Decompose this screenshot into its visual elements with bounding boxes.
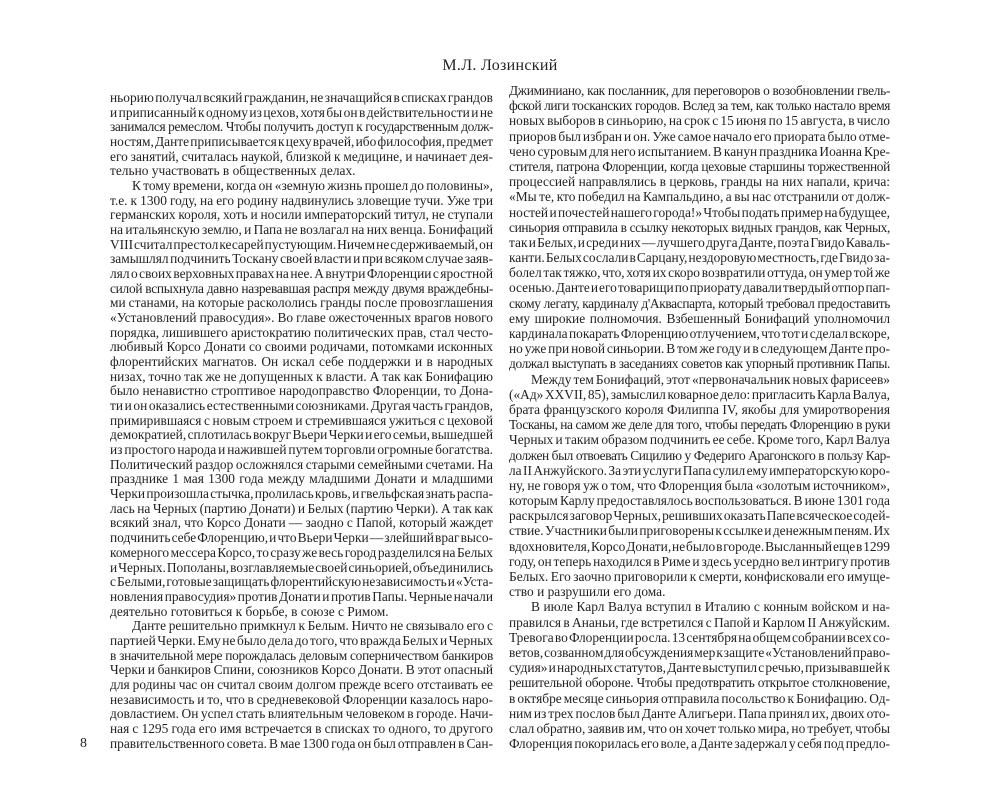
text-line-content: Флоренция покорилась его воле, а Данте задержал у себя под предло- [509,736,890,752]
text-line-content: Черки произошла стычка, пролилась кровь, и гвельфская знать распа- [110,486,493,502]
text-line-content: на итальянскую землю, и Папа не возлагал на них венца. Бонифаций [110,222,493,238]
text-line [110,605,493,620]
text-line-content: ла II Анжуйского. За эти услуги Папа сулил ему императорскую коро- [509,462,890,478]
text-line-content: брата французского короля Филиппа IV, якобы для умиротворения [509,401,890,417]
text-line [110,516,493,531]
text-line [110,458,493,473]
text-line-content: подчинить себе Флоренцию, и что Вьери Черки — злейший враг высо- [110,530,493,546]
text-line [110,120,493,135]
text-line [110,634,493,649]
text-line-content: правился в Ананьи, где встретился с Папой и Карлом II Анжуйским. [509,614,890,630]
text-line [509,417,890,432]
text-line [110,531,493,546]
text-line [509,144,890,159]
text-line-content: вдохновителя, Корсо Донати, не было в городе. Высланный еще в 1299 [509,538,890,554]
text-line [110,135,493,150]
text-line [110,428,493,443]
text-line-content: новления правосудия» против Донати и против Папы. Черные начали [110,588,493,604]
text-line-content: довластием. Он успел стать влиятельным человеком в городе. Начи- [110,706,493,722]
text-line [110,590,493,605]
text-line [509,83,890,98]
text-line-content: слал обратно, заявив им, что он хочет только мира, но требует, чтобы [509,720,890,736]
text-line-content: в значительной мере порождалась деловым соперничеством банкиров [110,647,493,663]
text-line-content: партией Черки. Ему не было дела до того, что вражда Белых и Черных [110,632,493,648]
text-line [110,663,493,678]
text-line [110,252,493,267]
text-line-content: («Ад» XXVII, 85), замыслил коварное дело: пригласить Карла Валуа, [509,386,890,402]
text-line-content: раскрылся заговор Черных, решивших оказать Папе всяческое содей- [509,508,890,524]
text-line [110,693,493,708]
text-line-content: ство и разрушили его дома. [509,584,666,600]
text-line-content: силой вспыхнула давно назревавшая распря между двумя враждебны- [110,280,493,296]
text-line-content: Белых. Его заочно приговорили к смерти, конфисковали его имуще- [509,569,890,584]
text-line-content: и приписанный к одному из цехов, хотя бы он в действительности и не [110,104,493,120]
text-line-content: скому легату, кардиналу д'Акваспарта, который требовал предоставить [509,295,890,311]
text-line-content: флорентийских магнатов. Он искал себе поддержки и в народных [110,354,493,370]
text-line [509,691,890,706]
text-line-content: занимался ремеслом. Чтобы получить доступ к государственным долж- [110,119,493,135]
text-line-content: ти и он оказались естественными союзниками. Другая часть грандов, [110,398,493,414]
text-line-content: лась на Черных (партию Донати) и Белых (партию Черки). А так как [110,500,493,516]
text-line [509,220,890,235]
text-line [509,189,890,204]
text-line-content: канти. Белых сослали в Сарцану, нездоровую местность, где Гвидо за- [509,250,890,266]
text-line-content: из простого народа и нажившей путем торговли огромные богатства. [110,442,493,458]
text-line-content: празднике 1 мая 1300 года между младшими Донати и младшими [110,471,493,487]
text-line-content: деятельно готовиться к борьбе, в союзе с Римом. [110,603,389,619]
text-line [110,164,493,179]
text-line-content: Черных и таким образом подчинить ее себе. Кроме того, Карл Валуа [509,432,890,448]
text-line [110,179,493,194]
text-line [509,478,890,493]
text-line-content: VIII считал престол кесарей пустующим. Ничем не сдерживаемый, он [110,236,493,252]
text-line-content: новых выборов в синьорию, на срок с 15 июня по 15 августа, в число [509,113,890,129]
text-line-content: приоров был избран и он. Уже самое начало его приората было отме- [509,128,890,144]
text-line-content: Между тем Бонифаций, этот «первоначальник новых фарисеев» [531,371,890,387]
text-line [509,599,890,614]
text-line [110,208,493,223]
text-line [110,561,493,576]
text-line [509,98,890,113]
text-line-content: решительной обороне. Чтобы предотвратить открытое столкновение, [509,675,890,691]
text-line-content: Тосканы, на самом же деле для того, чтобы передать Флоренцию в руки [509,417,890,433]
text-line-content: году, он теперь находился в Риме и здесь усердно вел интригу против [509,553,890,569]
text-line [110,649,493,664]
text-line-content: германских короля, хоть и носили императорский титул, не ступали [110,207,493,223]
left-column [110,91,493,751]
text-line [509,660,890,675]
text-line-content: ньорию получал всякий гражданин, не значащийся в списках грандов [110,90,493,105]
text-line [110,282,493,297]
text-line-content: правительственного совета. В мае 1300 года он был отправлен в Сан- [110,735,493,751]
text-line [509,736,890,751]
text-line [509,463,890,478]
text-line [110,575,493,590]
text-line [110,443,493,458]
text-line-content: которым Карлу предоставлялось воспользоваться. В июне 1301 года [509,493,890,509]
text-line-content: Политический раздор осложнялся старыми семейными счетами. На [110,456,493,472]
text-line [110,546,493,561]
text-line [110,487,493,502]
text-line [509,432,890,447]
text-line-content: для родины час он считал своим долгом прежде всего отстаивать ее [110,676,493,692]
text-line-content: ствие. Участники были приговорены к ссылке и денежным пеням. Их [509,523,890,539]
text-line [110,194,493,209]
text-line [509,250,890,265]
text-line [509,508,890,523]
text-line [509,113,890,128]
text-line-content: было ненавистно строптивое народоправство Флоренции, то Дона- [110,383,493,399]
text-line-content: синьория отправила в ссылку некоторых видных грандов, как Черных, [509,219,890,235]
text-line [509,630,890,645]
text-line-content: порядка, лишившего аристократию политических прав, стал често- [110,324,493,340]
text-line [110,737,493,752]
text-line-content: всякий знал, что Корсо Донати — заодно с Папой, который жаждет [110,515,493,531]
text-line-content: с Белыми, готовые защищать флорентийскую независимость и «Уста- [110,574,493,590]
text-line-content: стителя, патрона Флоренции, когда цеховые старшины торжественной [509,158,890,174]
text-line-content: ностям, Данте приписывается к цеху врачей, ибо философия, предмет [110,134,493,150]
text-line-content: Джиминиано, как посланник, для переговоров о возобновлении гвель- [509,83,890,98]
text-line [509,523,890,538]
text-line [110,502,493,517]
text-line-content: ему широкие полномочия. Взбешенный Бонифаций уполномочил [509,310,890,326]
text-line [509,265,890,280]
text-line [110,267,493,282]
text-line-content: кардинала покарать Флоренцию отлучением, что тот и сделал вскоре, [509,326,890,341]
text-line-content: К тому времени, когда он «земную жизнь прошел до половины», [132,178,493,194]
text-line-content: ми станами, на которые раскололись гранды после провозглашения [110,295,493,311]
text-line [509,554,890,569]
text-line [110,106,493,121]
text-line [110,340,493,355]
text-line [110,619,493,634]
text-line-content: примирившаяся с новым строем и стремившаяся ужиться с цеховой [110,412,493,428]
text-line-content: ним из трех послов был Данте Алигьери. Папа принял их, двоих ото- [509,705,890,721]
text-line [110,355,493,370]
text-line [509,129,890,144]
text-line-content: но уже при новой синьории. В том же году и в следующем Данте про- [509,341,890,357]
text-line-content: т.е. к 1300 году, на его родину надвинулись зловещие тучи. Уже три [110,192,493,208]
text-line [509,402,890,417]
right-column [509,83,890,751]
text-line [509,569,890,584]
running-title: М.Л. Лозинский [442,57,558,74]
text-line [509,326,890,341]
text-line [110,678,493,693]
text-line-content: чено суровым для него испытанием. В канун праздника Иоанна Кре- [509,143,890,159]
text-line [110,223,493,238]
text-line-content: в октябре месяце синьория отправила посольство к Бонифацию. Од- [509,690,890,706]
text-line [110,707,493,722]
text-line [509,311,890,326]
text-line-content: так и Белых, и среди них — лучшего друга Данте, поэта Гвидо Каваль- [509,234,890,250]
text-line-content: его занятий, считалась наукой, близкой к медицине, и начинает дея- [110,148,493,164]
text-line [509,372,890,387]
text-line [509,615,890,630]
text-line [509,645,890,660]
text-line-content: демократией, сплотилась вокруг Вьери Черки и его семьи, вышедшей [110,427,493,443]
text-line [110,384,493,399]
text-line-content: В июле Карл Валуа вступил в Италию с конным войском и на- [531,599,890,615]
text-line-content: Данте решительно примкнул к Белым. Ничто не связывало его с [132,618,493,634]
text-line-content: и Черных. Пополаны, возглавляемые своей синьорией, объединились [110,559,493,575]
text-line-content: лял о своих верховных правах на нее. А внутри Флоренции с яростной [110,266,493,282]
text-line [509,159,890,174]
text-line-content: должал выступать в заседаниях советов как упорный противник Папы. [509,356,890,372]
text-line [110,722,493,737]
text-line [509,356,890,371]
text-line-content: судия» и народных статутов, Данте выступил с речью, призывавшей к [509,660,890,676]
text-line-content: независимость и то, что в средневековой Флоренции казалось наро- [110,691,493,707]
text-line-content: процессией направлялись в церковь, гранды на них напали, крича: [509,174,890,190]
text-line [110,91,493,106]
text-line-content: ностей и почестей нашего города!» Чтобы подать пример на будущее, [509,204,890,220]
text-line-content: ная с 1295 года его имя встречается в списках то одного, то другого [110,720,493,736]
text-line [509,174,890,189]
text-line [509,296,890,311]
text-line [509,584,890,599]
text-line [110,311,493,326]
text-line [509,205,890,220]
text-line-content: «Мы те, кто победил на Кампальдино, а вы нас отстранили от долж- [509,189,890,205]
text-line-content: «Установлений правосудия». Во главе ожесточенных врагов нового [110,310,493,326]
text-line [509,235,890,250]
text-line-content: ну, не говоря уж о том, что Флоренция была «золотым источником», [509,477,890,493]
text-line [509,539,890,554]
text-line [509,493,890,508]
text-line [509,280,890,295]
text-line-content: замышлял подчинить Тоскану своей власти и при всяком случае заяв- [110,251,493,267]
text-line-content: Черки и банкиров Спини, союзников Корсо Донати. В этот опасный [110,662,493,678]
text-line-content: ветов, созванном для обсуждения мер к защите «Установлений право- [509,644,890,660]
text-line-content: тельно участвовать в общественных делах. [110,163,356,179]
text-line [509,387,890,402]
text-line [509,675,890,690]
text-line-content: Тревога во Флоренции росла. 13 сентября на общем собрании всех со- [509,629,890,645]
text-line-content: должен был отвоевать Сицилию у Федериго Арагонского в пользу Кар- [509,447,890,463]
text-line-content: комерного мессера Корсо, то сразу же весь город разделился на Белых [110,544,493,560]
text-line-content: болел так тяжко, что, хотя их скоро возвратили оттуда, он умер той же [509,265,890,281]
text-line [110,326,493,341]
text-line [110,238,493,253]
text-line-content: фской лиги тосканских городов. Вслед за тем, как только настало время [509,98,890,114]
text-line [110,414,493,429]
text-line [110,370,493,385]
text-line-content: любивый Корсо Донати со своими родичами, потомками исконных [110,339,493,355]
text-line-content: низах, точно так же не допущенных к власти. А так как Бонифацию [110,368,493,384]
text-line [509,706,890,721]
text-line [110,150,493,165]
text-line [110,399,493,414]
text-line [509,721,890,736]
text-line [509,341,890,356]
page-number: 8 [80,736,87,751]
text-line-content: осенью. Данте и его товарищи по приорату давали твердый отпор пап- [509,280,890,296]
text-line [110,296,493,311]
text-line [509,448,890,463]
text-line [110,472,493,487]
